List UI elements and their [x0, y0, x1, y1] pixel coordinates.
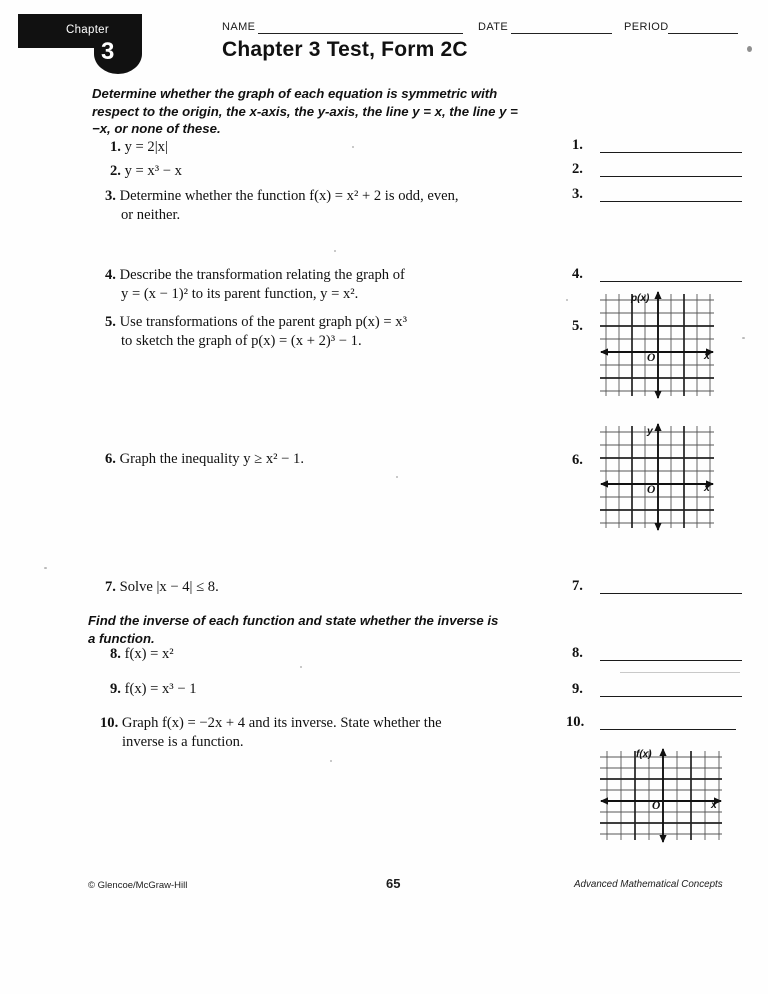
- answer-8-line[interactable]: [600, 660, 742, 661]
- date-field[interactable]: [511, 33, 612, 34]
- question-7: [105, 578, 550, 597]
- scan-speck: [44, 567, 47, 569]
- date-label: DATE: [478, 21, 509, 33]
- question-4-text-line2: y = (x − 1)² to its parent function, y = x².: [121, 285, 359, 302]
- question-5: [105, 313, 550, 350]
- grid-10-x-label: x: [711, 799, 717, 811]
- question-6-text: Graph the inequality y ≥ x² − 1.: [119, 451, 304, 467]
- answer-2-number: 2.: [572, 161, 583, 177]
- page-title: Chapter 3 Test, Form 2C: [222, 38, 468, 61]
- question-4: [105, 266, 550, 303]
- scan-speck: [566, 299, 568, 301]
- answer-blank-8[interactable]: [572, 645, 750, 667]
- answer-3-number: 3.: [572, 186, 583, 202]
- answer-9-line[interactable]: [600, 696, 742, 697]
- answer-1-line[interactable]: [600, 152, 742, 153]
- answer-blank-9[interactable]: [572, 681, 750, 703]
- grid-6-x-label: x: [704, 482, 710, 494]
- answer-7-number: 7.: [572, 578, 583, 594]
- question-7-number: 7.: [105, 579, 116, 595]
- answer-blank-10[interactable]: [566, 714, 744, 736]
- question-9-text: f(x) = x³ − 1: [124, 681, 197, 697]
- chapter-word-label: Chapter: [66, 24, 110, 36]
- name-label: NAME: [222, 21, 256, 33]
- scan-smudge: [620, 672, 740, 673]
- question-10-text-line2: inverse is a function.: [122, 733, 244, 750]
- footer-book-title: Advanced Mathematical Concepts: [574, 879, 723, 890]
- coordinate-grid-10[interactable]: [598, 748, 724, 843]
- directions-inverse: Find the inverse of each function and state whether the inverse is a function.: [88, 613, 499, 646]
- question-3-text-line1: Determine whether the function f(x) = x² + 2 is odd, even,: [119, 188, 459, 204]
- period-label: PERIOD: [624, 21, 669, 33]
- question-1-text: y = 2|x|: [124, 139, 168, 155]
- grid-10-origin-label: O: [652, 800, 661, 812]
- chapter-number-label: 3: [101, 38, 115, 65]
- scan-speck: [742, 337, 745, 339]
- question-6-number: 6.: [105, 451, 116, 467]
- answer-10-number: 10.: [566, 714, 585, 730]
- period-field[interactable]: [668, 33, 738, 34]
- grid-6-function-label: y: [647, 425, 653, 437]
- scan-speck: [352, 146, 354, 148]
- question-10: [100, 714, 545, 751]
- answer-blank-4[interactable]: [572, 266, 750, 288]
- scan-speck: [300, 666, 302, 668]
- answer-8-number: 8.: [572, 645, 583, 661]
- question-6: [105, 450, 550, 469]
- question-5-text-line2: to sketch the graph of p(x) = (x + 2)³ − 1.: [121, 332, 362, 349]
- grid-5-function-label: p(x): [631, 293, 650, 304]
- answer-7-line[interactable]: [600, 593, 742, 594]
- answer-6-number: 6.: [572, 452, 583, 468]
- grid-6-origin-label: O: [647, 484, 656, 496]
- answer-4-number: 4.: [572, 266, 583, 282]
- coordinate-grid-5[interactable]: [598, 290, 716, 400]
- answer-3-line[interactable]: [600, 201, 742, 202]
- question-8-number: 8.: [110, 646, 121, 662]
- question-10-number: 10.: [100, 715, 119, 731]
- coordinate-grid-6[interactable]: [598, 422, 716, 532]
- question-8: [110, 645, 555, 664]
- answer-blank-3[interactable]: [572, 186, 750, 208]
- question-2-text: y = x³ − x: [124, 163, 182, 179]
- question-2-number: 2.: [110, 163, 121, 179]
- grid-5-origin-label: O: [647, 352, 656, 364]
- question-9: [110, 680, 555, 699]
- question-5-number: 5.: [105, 314, 116, 330]
- directions-symmetry: Determine whether the graph of each equation is symmetric with respect to the origin, the x-axis, the y-axis, the line y = x, the line y = −x, or none of these.: [92, 86, 518, 136]
- question-8-text: f(x) = x²: [124, 646, 174, 662]
- scan-speck: [334, 250, 336, 252]
- answer-blank-2[interactable]: [572, 161, 750, 183]
- answer-10-line[interactable]: [600, 729, 736, 730]
- question-5-text-line1: Use transformations of the parent graph p(x) = x³: [119, 314, 407, 330]
- question-1-number: 1.: [110, 139, 121, 155]
- question-9-number: 9.: [110, 681, 121, 697]
- scan-speck: [330, 760, 332, 762]
- answer-blank-1[interactable]: [572, 137, 750, 159]
- answer-2-line[interactable]: [600, 176, 742, 177]
- question-4-text-line1: Describe the transformation relating the graph of: [119, 267, 405, 283]
- question-3: [105, 187, 550, 224]
- grid-5-x-label: x: [704, 350, 710, 362]
- question-3-text-line2: or neither.: [121, 206, 181, 223]
- scan-speck: [747, 46, 752, 52]
- answer-blank-7[interactable]: [572, 578, 750, 600]
- name-field[interactable]: [258, 33, 463, 34]
- question-10-text-line1: Graph f(x) = −2x + 4 and its inverse. State whether the: [121, 715, 442, 731]
- question-2: [110, 162, 555, 181]
- scan-speck: [396, 476, 398, 478]
- answer-5-number: 5.: [572, 318, 583, 334]
- answer-1-number: 1.: [572, 137, 583, 153]
- question-7-text: Solve |x − 4| ≤ 8.: [119, 579, 219, 595]
- footer-copyright: © Glencoe/McGraw-Hill: [88, 880, 188, 891]
- question-4-number: 4.: [105, 267, 116, 283]
- answer-9-number: 9.: [572, 681, 583, 697]
- footer-page-number: 65: [386, 876, 401, 891]
- question-3-number: 3.: [105, 188, 116, 204]
- answer-4-line[interactable]: [600, 281, 742, 282]
- grid-10-function-label: f(x): [636, 749, 652, 760]
- question-1: [110, 138, 555, 157]
